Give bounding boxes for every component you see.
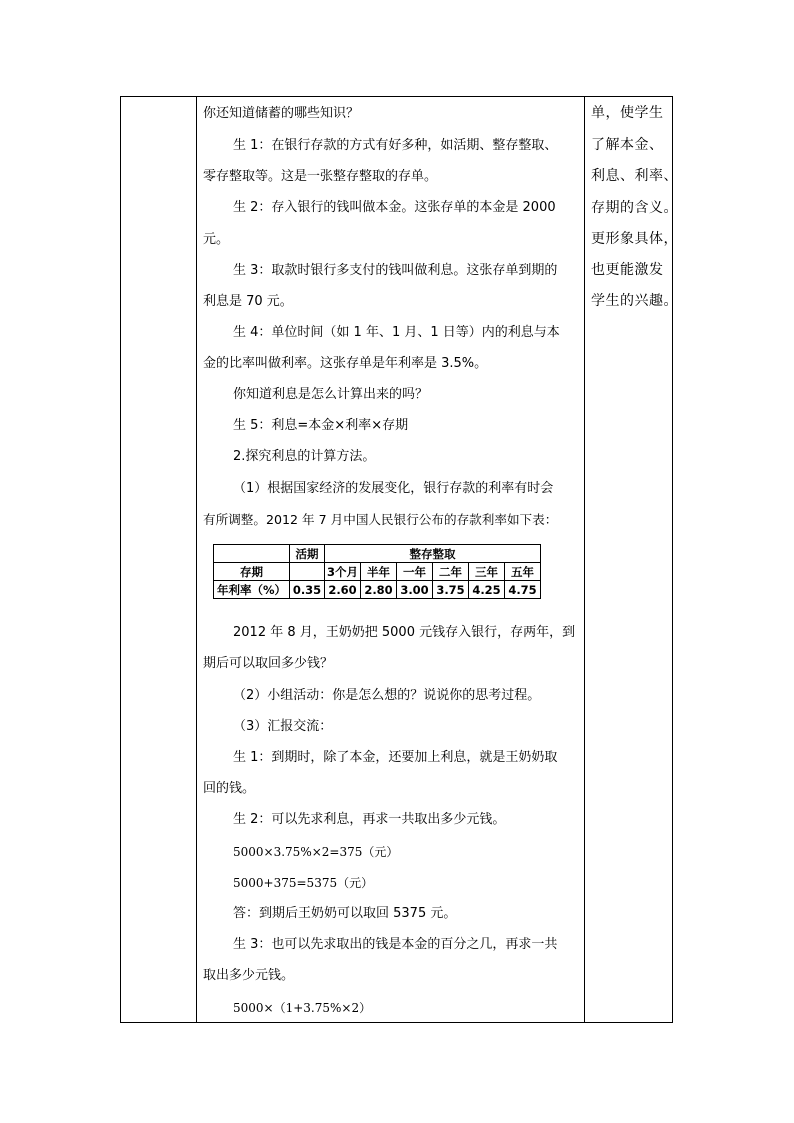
text-line: 金的比率叫做利率。这张存单是年利率是 3.5%。 — [203, 356, 488, 371]
table-term: 3个月 — [325, 563, 361, 581]
table-header-huoqi: 活期 — [290, 545, 325, 563]
interest-rate-table — [213, 544, 541, 599]
lesson-table — [120, 96, 678, 1023]
table-rate-value: 4.75 — [505, 581, 541, 599]
text-line: 有所调整。2012 年 7 月中国人民银行公布的存款利率如下表： — [203, 512, 558, 527]
table-term: 二年 — [433, 563, 469, 581]
text-line: 零存整取等。这是一张整存整取的存单。 — [203, 169, 438, 184]
note-line: 利息、利率、 — [591, 168, 678, 184]
formula-line: 5000×（1+3.75%×2） — [233, 1001, 372, 1015]
table-term: 三年 — [469, 563, 505, 581]
note-line: 更形象具体， — [591, 231, 678, 247]
table-rate-value: 4.25 — [469, 581, 505, 599]
table-term: 一年 — [397, 563, 433, 581]
note-line: 了解本金、 — [591, 137, 664, 153]
formula-line: 5000+375=5375（元） — [233, 876, 374, 890]
text-line: （3）汇报交流： — [233, 719, 333, 734]
text-line: 生 5：利息=本金×利率×存期 — [233, 418, 409, 433]
column-divider — [196, 97, 197, 1022]
text-line: 生 2：存入银行的钱叫做本金。这张存单的本金是 2000 — [233, 200, 556, 215]
table-rate-label: 年利率（%） — [214, 581, 290, 599]
text-line: 生 3：也可以先求取出的钱是本金的百分之几，再求一共 — [233, 937, 558, 952]
text-line: （1）根据国家经济的发展变化，银行存款的利率有时会 — [233, 481, 554, 496]
table-term: 半年 — [361, 563, 397, 581]
text-line: （2）小组活动：你是怎么想的？说说你的思考过程。 — [233, 688, 541, 703]
note-line: 存期的含义。 — [591, 200, 678, 216]
text-line: 回的钱。 — [203, 781, 256, 796]
table-term: 五年 — [505, 563, 541, 581]
text-line: 2.探究利息的计算方法。 — [233, 449, 376, 464]
text-line: 利息是 70 元。 — [203, 294, 293, 309]
text-line: 生 3：取款时银行多支付的钱叫做利息。这张存单到期的 — [233, 263, 558, 278]
table-cell-blank — [214, 545, 290, 563]
note-line: 学生的兴趣。 — [591, 293, 678, 309]
text-line: 你知道利息是怎么计算出来的吗？ — [233, 387, 429, 402]
column-divider — [584, 97, 585, 1022]
text-line: 取出多少元钱。 — [203, 968, 295, 983]
formula-line: 5000×3.75%×2=375（元） — [233, 845, 399, 859]
table-rate-value: 0.35 — [290, 581, 325, 599]
note-line: 单，使学生 — [591, 105, 664, 121]
note-line: 也更能激发 — [591, 262, 664, 278]
text-line: 期后可以取回多少钱？ — [203, 656, 334, 671]
text-line: 生 1：在银行存款的方式有好多种，如活期、整存整取、 — [233, 138, 558, 153]
text-line: 答：到期后王奶奶可以取回 5375 元。 — [233, 906, 457, 921]
text-line: 生 2：可以先求利息，再求一共取出多少元钱。 — [233, 812, 506, 827]
table-rate-value: 3.00 — [397, 581, 433, 599]
text-line: 2012 年 8 月，王奶奶把 5000 元钱存入银行，存两年，到 — [233, 625, 576, 640]
text-line: 元。 — [203, 232, 230, 247]
table-rate-value: 2.60 — [325, 581, 361, 599]
text-line: 生 1：到期时，除了本金，还要加上利息，就是王奶奶取 — [233, 750, 558, 765]
text-line: 生 4：单位时间（如 1 年、1 月、1 日等）内的利息与本 — [233, 325, 560, 340]
table-rate-value: 2.80 — [361, 581, 397, 599]
text-line: 你还知道储蓄的哪些知识？ — [203, 106, 360, 121]
table-header-cunqi: 存期 — [214, 563, 290, 581]
table-header-zhengcun: 整存整取 — [325, 545, 541, 563]
table-rate-value: 3.75 — [433, 581, 469, 599]
table-cell-blank — [290, 563, 325, 581]
